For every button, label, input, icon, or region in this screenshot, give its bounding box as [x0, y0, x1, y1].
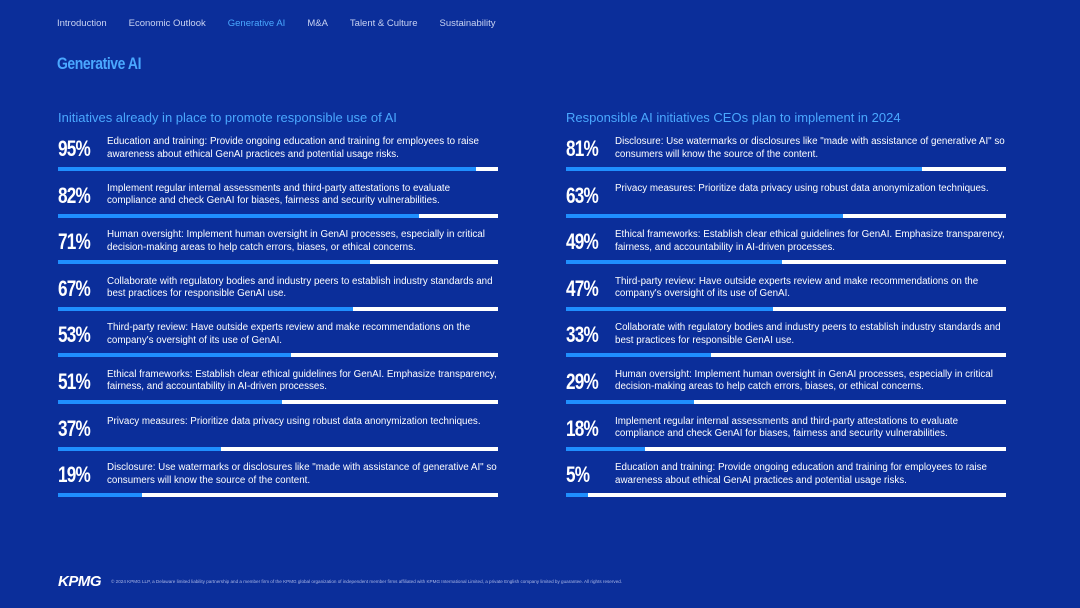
- right-item-1: [566, 133, 1006, 180]
- progress-bar-fill: [566, 400, 694, 404]
- percent-label: 81%: [566, 136, 599, 161]
- progress-bar-fill: [58, 447, 221, 451]
- left-column: [58, 110, 498, 506]
- progress-bar-fill: [58, 400, 282, 404]
- initiative-description: Education and training: Provide ongoing education and training for employees to raise awareness about ethical GenAI practices and potential usage risks.: [107, 136, 479, 160]
- initiative-description: Human oversight: Implement human oversight in GenAI processes, especially in critical decision-making areas to help catch errors, biases, or ethical concerns.: [107, 229, 485, 253]
- progress-bar-track: [566, 353, 1006, 357]
- percent-label: 63%: [566, 182, 599, 208]
- nav-item-generative-ai[interactable]: Generative AI: [227, 18, 286, 29]
- progress-bar-track: [566, 214, 1006, 218]
- initiative-description: Disclosure: Use watermarks or disclosures like "made with assistance of generative AI" so consumers will know the source of the content.: [107, 462, 497, 486]
- progress-bar-track: [566, 400, 1006, 404]
- progress-bar-fill: [566, 214, 843, 218]
- percent-label: 71%: [58, 229, 91, 255]
- progress-bar-fill: [58, 493, 142, 497]
- right-column: [566, 110, 1006, 506]
- percent-label: 95%: [58, 136, 91, 161]
- right-item-4: [566, 273, 1006, 320]
- initiative-description: Third-party review: Have outside experts review and make recommendations on the company's oversight of its use of GenAI.: [107, 322, 471, 346]
- progress-bar-track: [566, 307, 1006, 311]
- left-item-4: [58, 273, 498, 320]
- nav-item-sustainability[interactable]: Sustainability: [439, 18, 496, 29]
- percent-label: 49%: [566, 229, 599, 255]
- percent-label: 18%: [566, 415, 599, 441]
- progress-bar-fill: [566, 447, 645, 451]
- right-item-3: [566, 226, 1006, 273]
- percent-label: 5%: [566, 462, 590, 488]
- left-item-1: [58, 133, 498, 180]
- progress-bar-track: [58, 493, 498, 497]
- progress-bar-track: [58, 447, 498, 451]
- left-item-5: [58, 319, 498, 366]
- right-item-2: [566, 180, 1006, 227]
- percent-label: 33%: [566, 322, 599, 348]
- copyright-text: © 2024 KPMG LLP, a Delaware limited liability partnership and a member firm of the KPMG global organization of independent member firms affiliated with KPMG International Limited, a private English company limited by guarantee. All rights reserved.: [111, 579, 623, 584]
- initiative-description: Implement regular internal assessments and third-party attestations to evaluate compliance and check GenAI for biases, fairness and security vulnerabilities.: [615, 415, 959, 440]
- progress-bar-fill: [566, 260, 782, 264]
- initiative-description: Ethical frameworks: Establish clear ethical guidelines for GenAI. Emphasize transparency, fairness, and accountability in AI-driven processes.: [615, 229, 1005, 253]
- percent-label: 37%: [58, 415, 91, 441]
- left-item-3: [58, 226, 498, 273]
- page-title: Generative AI: [57, 54, 142, 73]
- initiative-description: Third-party review: Have outside experts review and make recommendations on the company's oversight of its use of GenAI.: [615, 275, 979, 300]
- initiative-description: Ethical frameworks: Establish clear ethical guidelines for GenAI. Emphasize transparency, fairness, and accountability in AI-driven processes.: [107, 368, 497, 393]
- initiative-description: Human oversight: Implement human oversight in GenAI processes, especially in critical decision-making areas to help catch errors, biases, or ethical concerns.: [615, 368, 993, 393]
- progress-bar-track: [566, 167, 1006, 171]
- initiative-description: Privacy measures: Prioritize data privacy using robust data anonymization techniques.: [107, 415, 481, 427]
- left-item-2: [58, 180, 498, 227]
- progress-bar-fill: [58, 214, 419, 218]
- progress-bar-fill: [566, 353, 711, 357]
- progress-bar-fill: [58, 260, 370, 264]
- footer: [58, 573, 622, 590]
- percent-label: 29%: [566, 368, 599, 394]
- progress-bar-track: [58, 307, 498, 311]
- initiative-description: Education and training: Provide ongoing education and training for employees to raise awareness about ethical GenAI practices and potential usage risks.: [615, 462, 987, 486]
- progress-bar-fill: [566, 167, 922, 171]
- progress-bar-fill: [58, 167, 476, 171]
- progress-bar-track: [58, 214, 498, 218]
- right-item-7: [566, 413, 1006, 460]
- percent-label: 67%: [58, 275, 91, 301]
- percent-label: 19%: [58, 462, 91, 488]
- left-item-8: [58, 459, 498, 506]
- progress-bar-track: [58, 353, 498, 357]
- right-item-6: [566, 366, 1006, 413]
- right-item-8: [566, 459, 1006, 506]
- top-nav: [57, 18, 495, 29]
- progress-bar-track: [58, 260, 498, 264]
- initiative-description: Collaborate with regulatory bodies and industry peers to establish industry standards and best practices for responsible GenAI use.: [615, 322, 1001, 346]
- percent-label: 82%: [58, 182, 91, 208]
- progress-bar-fill: [58, 353, 291, 357]
- progress-bar-track: [58, 400, 498, 404]
- left-item-7: [58, 413, 498, 460]
- nav-item-talent-culture[interactable]: Talent & Culture: [349, 18, 418, 29]
- initiative-description: Implement regular internal assessments and third-party attestations to evaluate compliance and check GenAI for biases, fairness and security vulnerabilities.: [107, 182, 451, 207]
- initiative-description: Collaborate with regulatory bodies and industry peers to establish industry standards and best practices for responsible GenAI use.: [107, 275, 493, 300]
- percent-label: 47%: [566, 275, 599, 301]
- progress-bar-fill: [566, 493, 588, 497]
- right-item-5: [566, 319, 1006, 366]
- nav-item-introduction[interactable]: Introduction: [57, 18, 107, 29]
- nav-item-m-and-a[interactable]: M&A: [307, 18, 328, 29]
- percent-label: 51%: [58, 368, 91, 394]
- progress-bar-track: [58, 167, 498, 171]
- progress-bar-track: [566, 447, 1006, 451]
- initiative-description: Privacy measures: Prioritize data privacy using robust data anonymization techniques.: [615, 182, 989, 194]
- initiative-description: Disclosure: Use watermarks or disclosures like "made with assistance of generative AI" so consumers will know the source of the content.: [615, 136, 1005, 160]
- right-column-title: Responsible AI initiatives CEOs plan to implement in 2024: [566, 110, 901, 125]
- kpmg-logo: KPMG: [58, 573, 101, 590]
- left-column-title: Initiatives already in place to promote responsible use of AI: [58, 110, 397, 125]
- left-list: [58, 133, 498, 506]
- nav-item-economic-outlook[interactable]: Economic Outlook: [128, 18, 206, 29]
- progress-bar-track: [566, 260, 1006, 264]
- progress-bar-fill: [566, 307, 773, 311]
- progress-bar-track: [566, 493, 1006, 497]
- left-item-6: [58, 366, 498, 413]
- percent-label: 53%: [58, 322, 91, 348]
- progress-bar-fill: [58, 307, 353, 311]
- right-list: [566, 133, 1006, 506]
